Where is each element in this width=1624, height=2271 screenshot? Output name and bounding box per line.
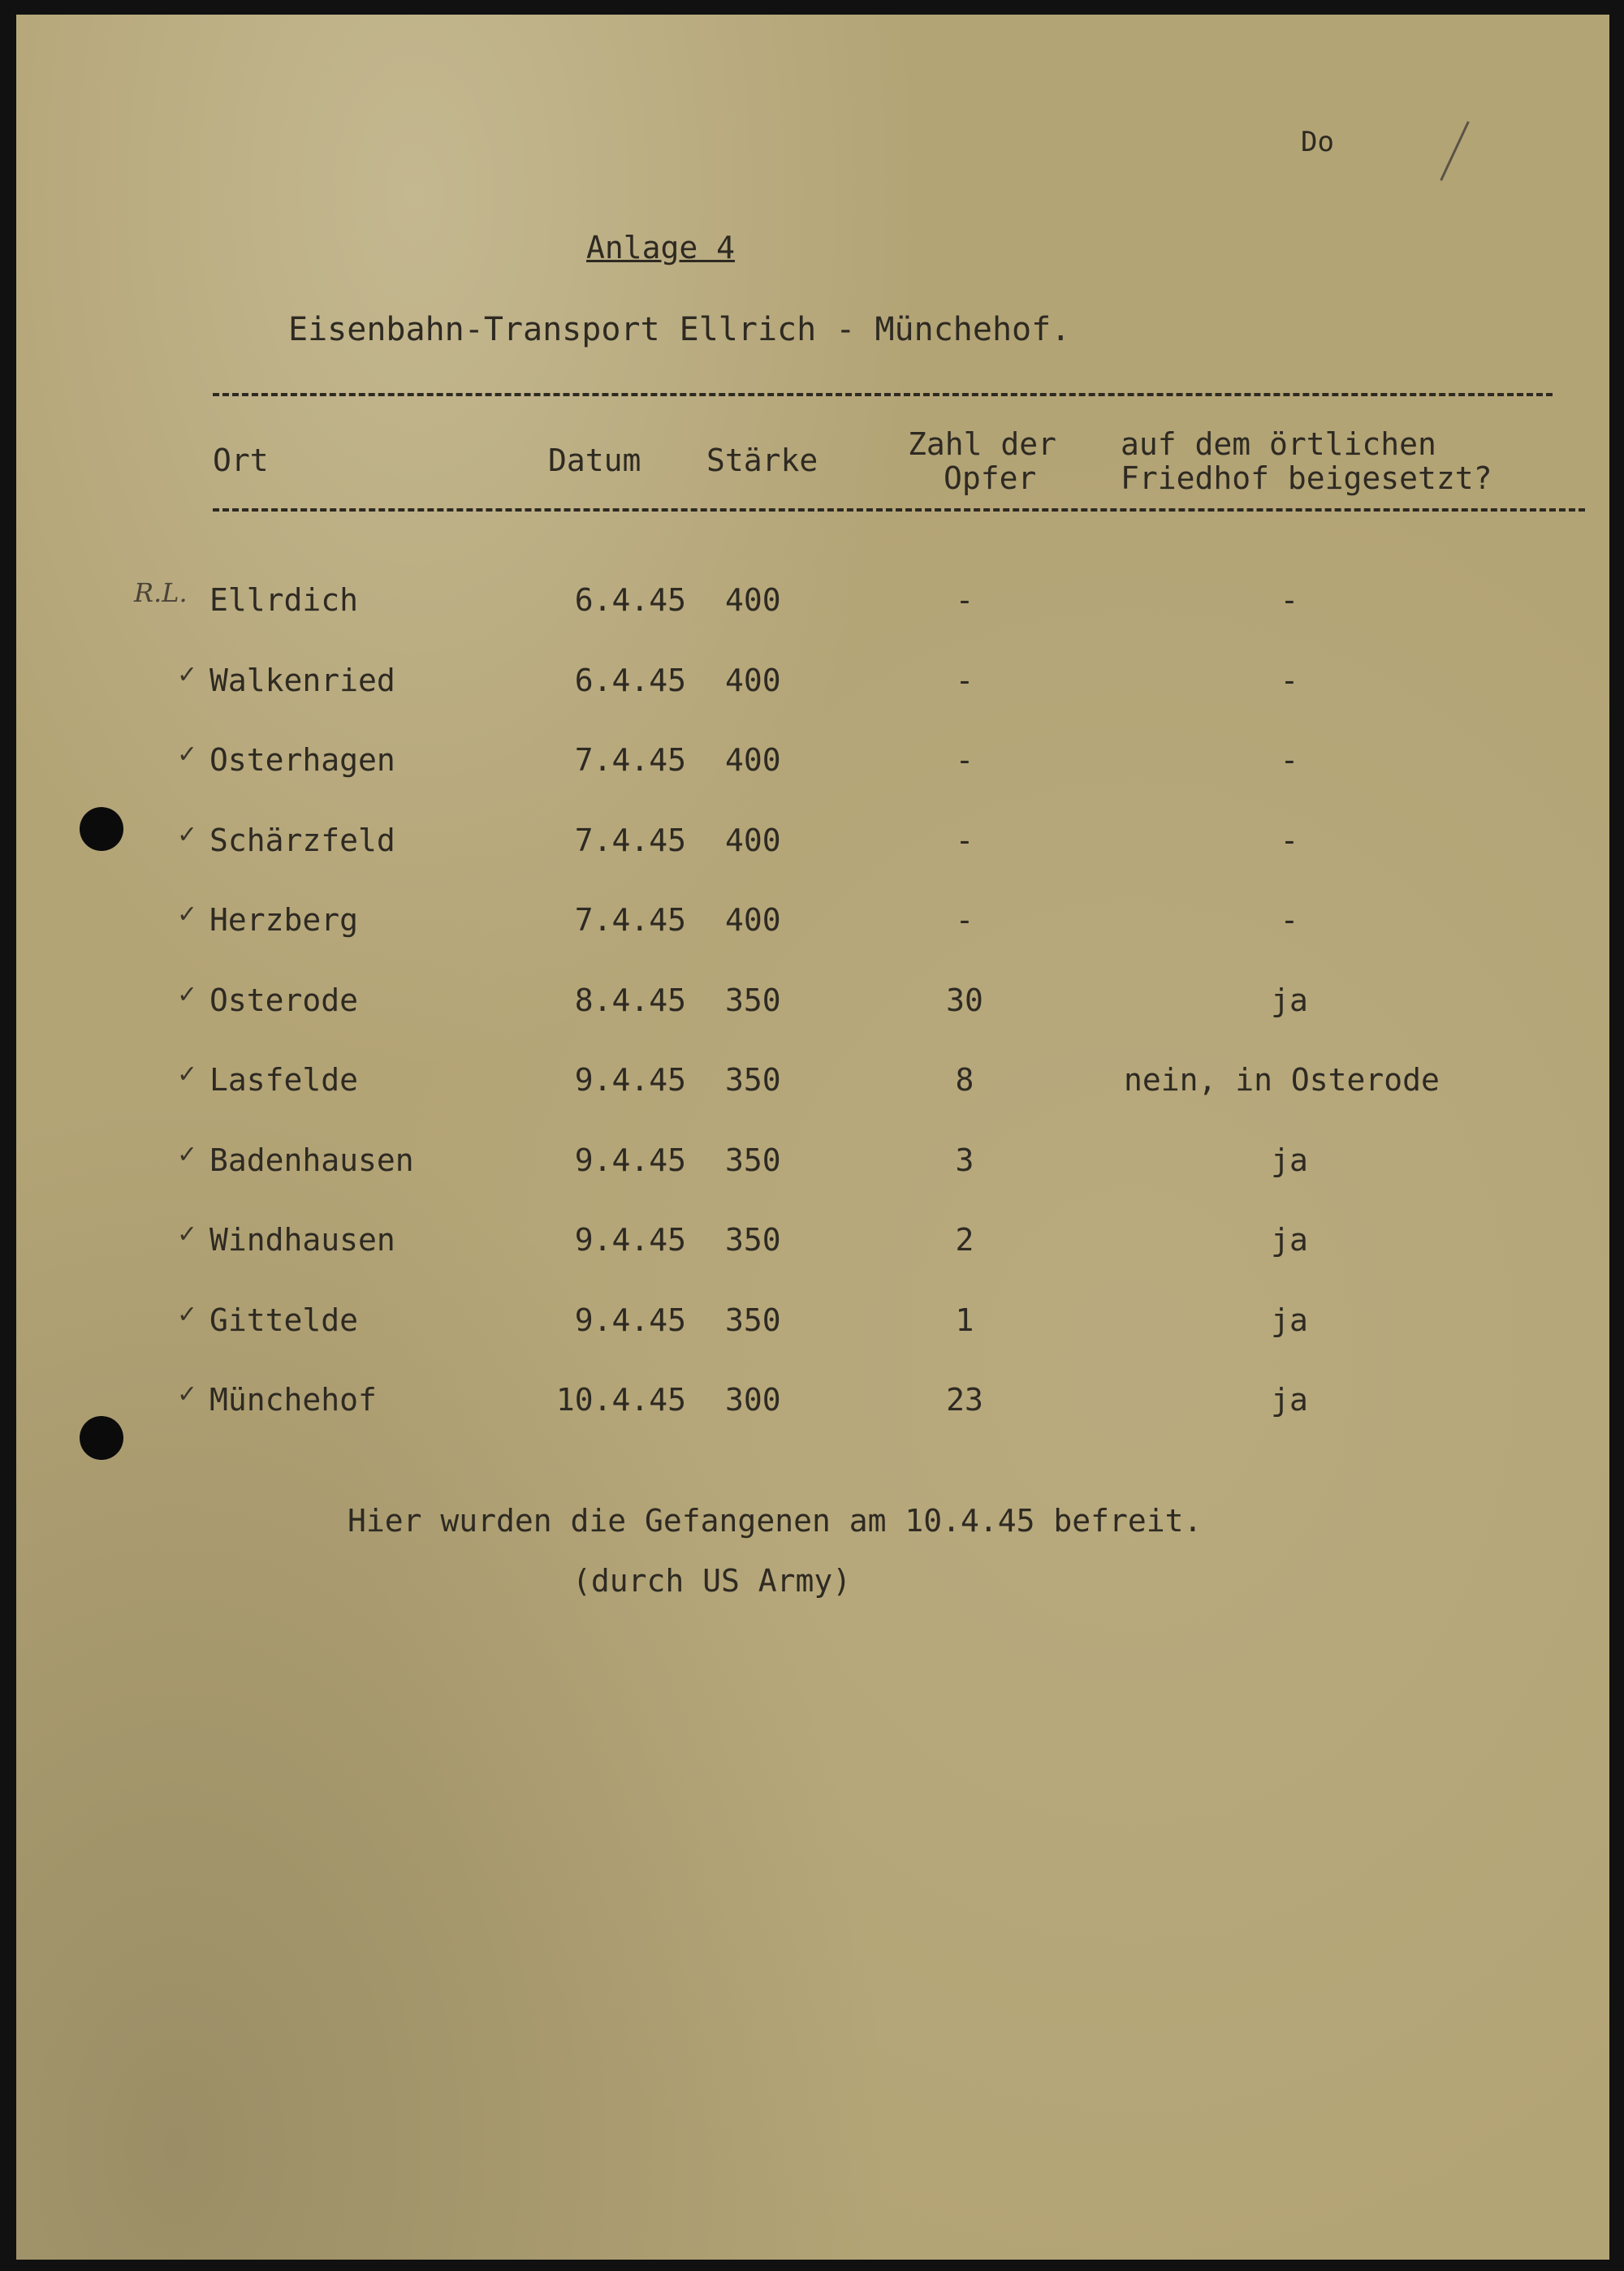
- cell-opfer: -: [955, 742, 974, 778]
- cell-staerke: 400: [725, 582, 781, 618]
- row-checkmark: ✓: [179, 1057, 196, 1090]
- cell-ort: Schärzfeld: [209, 822, 395, 858]
- punch-hole-lower: [80, 1416, 123, 1460]
- cell-opfer: -: [955, 663, 974, 698]
- document-page: [16, 15, 1609, 2260]
- row-checkmark: ✓: [179, 737, 196, 770]
- cell-staerke: 400: [725, 902, 781, 938]
- cell-friedhof: nein, in Osterode: [1124, 1062, 1440, 1098]
- cell-opfer: 23: [946, 1382, 983, 1418]
- cell-datum: 8.4.45: [574, 982, 686, 1018]
- col-header-datum: Datum: [548, 443, 641, 478]
- col-header-staerke: Stärke: [706, 443, 818, 478]
- cell-friedhof: ja: [1271, 1382, 1308, 1418]
- cell-opfer: 8: [955, 1062, 974, 1098]
- cell-staerke: 350: [725, 1062, 781, 1098]
- cell-datum: 7.4.45: [574, 742, 686, 778]
- col-header-opfer-1: Zahl der: [908, 426, 1057, 462]
- cell-datum: 9.4.45: [574, 1142, 686, 1178]
- cell-opfer: -: [955, 902, 974, 938]
- cell-staerke: 350: [725, 982, 781, 1018]
- col-header-opfer-2: Opfer: [944, 460, 1037, 496]
- cell-ort: Walkenried: [209, 663, 395, 698]
- cell-ort: Osterhagen: [209, 742, 395, 778]
- annex-heading: Anlage 4: [586, 230, 736, 266]
- cell-friedhof: ja: [1271, 1222, 1308, 1258]
- row-checkmark: ✓: [179, 1217, 196, 1250]
- cell-friedhof: ja: [1271, 1142, 1308, 1178]
- footer-line-2: (durch US Army): [572, 1563, 852, 1599]
- cell-ort: Lasfelde: [209, 1062, 359, 1098]
- cell-datum: 7.4.45: [574, 902, 686, 938]
- cell-friedhof: ja: [1271, 1302, 1308, 1338]
- cell-staerke: 400: [725, 822, 781, 858]
- cell-staerke: 300: [725, 1382, 781, 1418]
- row-checkmark: ✓: [179, 978, 196, 1010]
- cell-datum: 7.4.45: [574, 822, 686, 858]
- row-checkmark: ✓: [179, 658, 196, 690]
- row-checkmark: ✓: [179, 897, 196, 930]
- row-checkmark: R.L.: [134, 577, 188, 608]
- cell-ort: Windhausen: [209, 1222, 395, 1258]
- cell-opfer: 1: [955, 1302, 974, 1338]
- cell-friedhof: -: [1280, 663, 1299, 698]
- col-header-friedhof-1: auf dem örtlichen: [1121, 426, 1436, 462]
- cell-ort: Badenhausen: [209, 1142, 414, 1178]
- cell-ort: Gittelde: [209, 1302, 359, 1338]
- punch-hole-upper: [80, 807, 123, 851]
- cell-friedhof: -: [1280, 902, 1299, 938]
- document-title: Eisenbahn-Transport Ellrich - Münchehof.: [288, 311, 1071, 348]
- cell-datum: 6.4.45: [574, 582, 686, 618]
- cell-opfer: 3: [955, 1142, 974, 1178]
- cell-ort: Osterode: [209, 982, 359, 1018]
- col-header-ort: Ort: [213, 443, 269, 478]
- cell-ort: Herzberg: [209, 902, 359, 938]
- cell-friedhof: -: [1280, 742, 1299, 778]
- footer-line-1: Hier wurden die Gefangenen am 10.4.45 befreit.: [348, 1503, 1203, 1539]
- cell-opfer: 2: [955, 1222, 974, 1258]
- cell-friedhof: -: [1280, 582, 1299, 618]
- cell-datum: 9.4.45: [574, 1222, 686, 1258]
- table-top-rule: [213, 393, 1553, 396]
- cell-staerke: 350: [725, 1222, 781, 1258]
- cell-staerke: 350: [725, 1142, 781, 1178]
- cell-ort: Ellrdich: [209, 582, 359, 618]
- cell-staerke: 400: [725, 742, 781, 778]
- row-checkmark: ✓: [179, 1297, 196, 1330]
- cell-opfer: 30: [946, 982, 983, 1018]
- cell-datum: 9.4.45: [574, 1062, 686, 1098]
- cell-opfer: -: [955, 822, 974, 858]
- table-header-rule: [213, 508, 1585, 512]
- cell-opfer: -: [955, 582, 974, 618]
- cell-datum: 9.4.45: [574, 1302, 686, 1338]
- row-checkmark: ✓: [179, 818, 196, 850]
- cell-staerke: 400: [725, 663, 781, 698]
- corner-mark: Do: [1301, 126, 1334, 158]
- cell-ort: Münchehof: [209, 1382, 377, 1418]
- pencil-slash: [1440, 121, 1470, 181]
- col-header-friedhof-2: Friedhof beigesetzt?: [1121, 460, 1492, 496]
- cell-friedhof: -: [1280, 822, 1299, 858]
- cell-staerke: 350: [725, 1302, 781, 1338]
- row-checkmark: ✓: [179, 1377, 196, 1410]
- row-checkmark: ✓: [179, 1138, 196, 1170]
- cell-datum: 10.4.45: [555, 1382, 686, 1418]
- cell-datum: 6.4.45: [574, 663, 686, 698]
- cell-friedhof: ja: [1271, 982, 1308, 1018]
